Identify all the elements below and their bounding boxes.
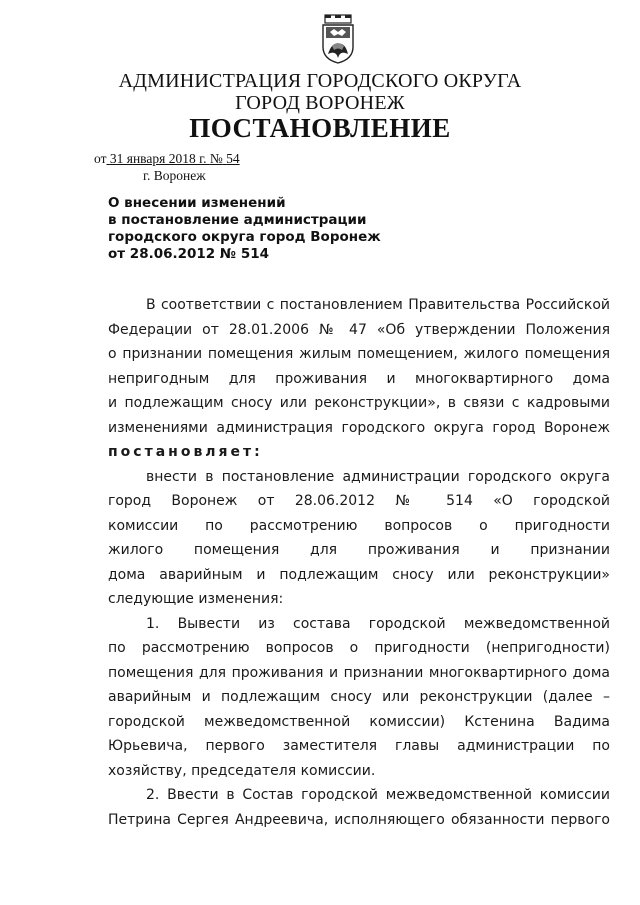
document-subject [108, 195, 528, 263]
body-line: внести в постановление администрации городского округа [146, 468, 610, 485]
number-label: № [209, 151, 223, 166]
resolves-line: постановляет: [108, 444, 260, 460]
body-line: о признании помещения жилым помещением, жилого помещения [108, 346, 610, 362]
subject-line: городского округа город Воронеж [108, 229, 381, 245]
document-body [108, 293, 610, 832]
body-line: Федерации от 28.01.2006 № 47 «Об утверждении Положения [108, 321, 610, 338]
body-line: 2. Ввести в Состав городской межведомственной комиссии [146, 787, 610, 803]
document-number: 54 [226, 151, 240, 166]
subject-line: от 28.06.2012 № 514 [108, 246, 270, 262]
city: г. Воронеж [143, 168, 206, 183]
subject-line: в постановление администрации [108, 212, 367, 228]
body-line: аварийным и подлежащим сносу или реконструкции (далее – [108, 689, 610, 705]
coat-of-arms-emblem [318, 14, 358, 64]
document-type-title: ПОСТАНОВЛЕНИЕ [189, 113, 451, 143]
body-line: непригодным для проживания и многоквартирного дома [108, 370, 610, 387]
body-line: 1. Вывести из состава городской межведомственной [146, 615, 610, 632]
body-line: следующие изменения: [108, 591, 284, 607]
body-line: дома аварийным и подлежащим сносу или реконструкции» [108, 566, 610, 583]
body-line: Петрина Сергея Андреевича, исполняющего обязанности первого [108, 811, 610, 828]
body-line: изменениями администрация городского округа город Воронеж [108, 419, 610, 436]
body-line: жилого помещения для проживания и признании [108, 542, 610, 558]
organization-name-line2: ГОРОД ВОРОНЕЖ [235, 92, 405, 114]
body-line: комиссии по рассмотрению вопросов о пригодности [108, 517, 610, 534]
date-prefix: от [94, 151, 107, 166]
resolves-word: постановляет [108, 444, 255, 460]
body-line: хозяйству, председателя комиссии. [108, 762, 376, 779]
body-line: город Воронеж от 28.06.2012 № 514 «О городской [108, 493, 610, 509]
body-line: Юрьевича, первого заместителя главы администрации по [108, 738, 610, 754]
body-line: В соответствии с постановлением Правительства Российской [146, 297, 610, 313]
document-date: 31 января 2018 г. [109, 151, 207, 166]
body-line: помещения для проживания и признании многоквартирного дома [108, 664, 610, 681]
organization-name-line1: АДМИНИСТРАЦИЯ ГОРОДСКОГО ОКРУГА [118, 70, 522, 92]
body-line: и подлежащим сносу или реконструкции», в связи с кадровыми [108, 395, 610, 411]
subject-line: О внесении изменений [108, 195, 286, 211]
date-number-line [94, 151, 240, 167]
body-line: по рассмотрению вопросов о пригодности (непригодности) [108, 640, 610, 656]
body-line: городской межведомственной комиссии) Кстенина Вадима [108, 713, 610, 730]
